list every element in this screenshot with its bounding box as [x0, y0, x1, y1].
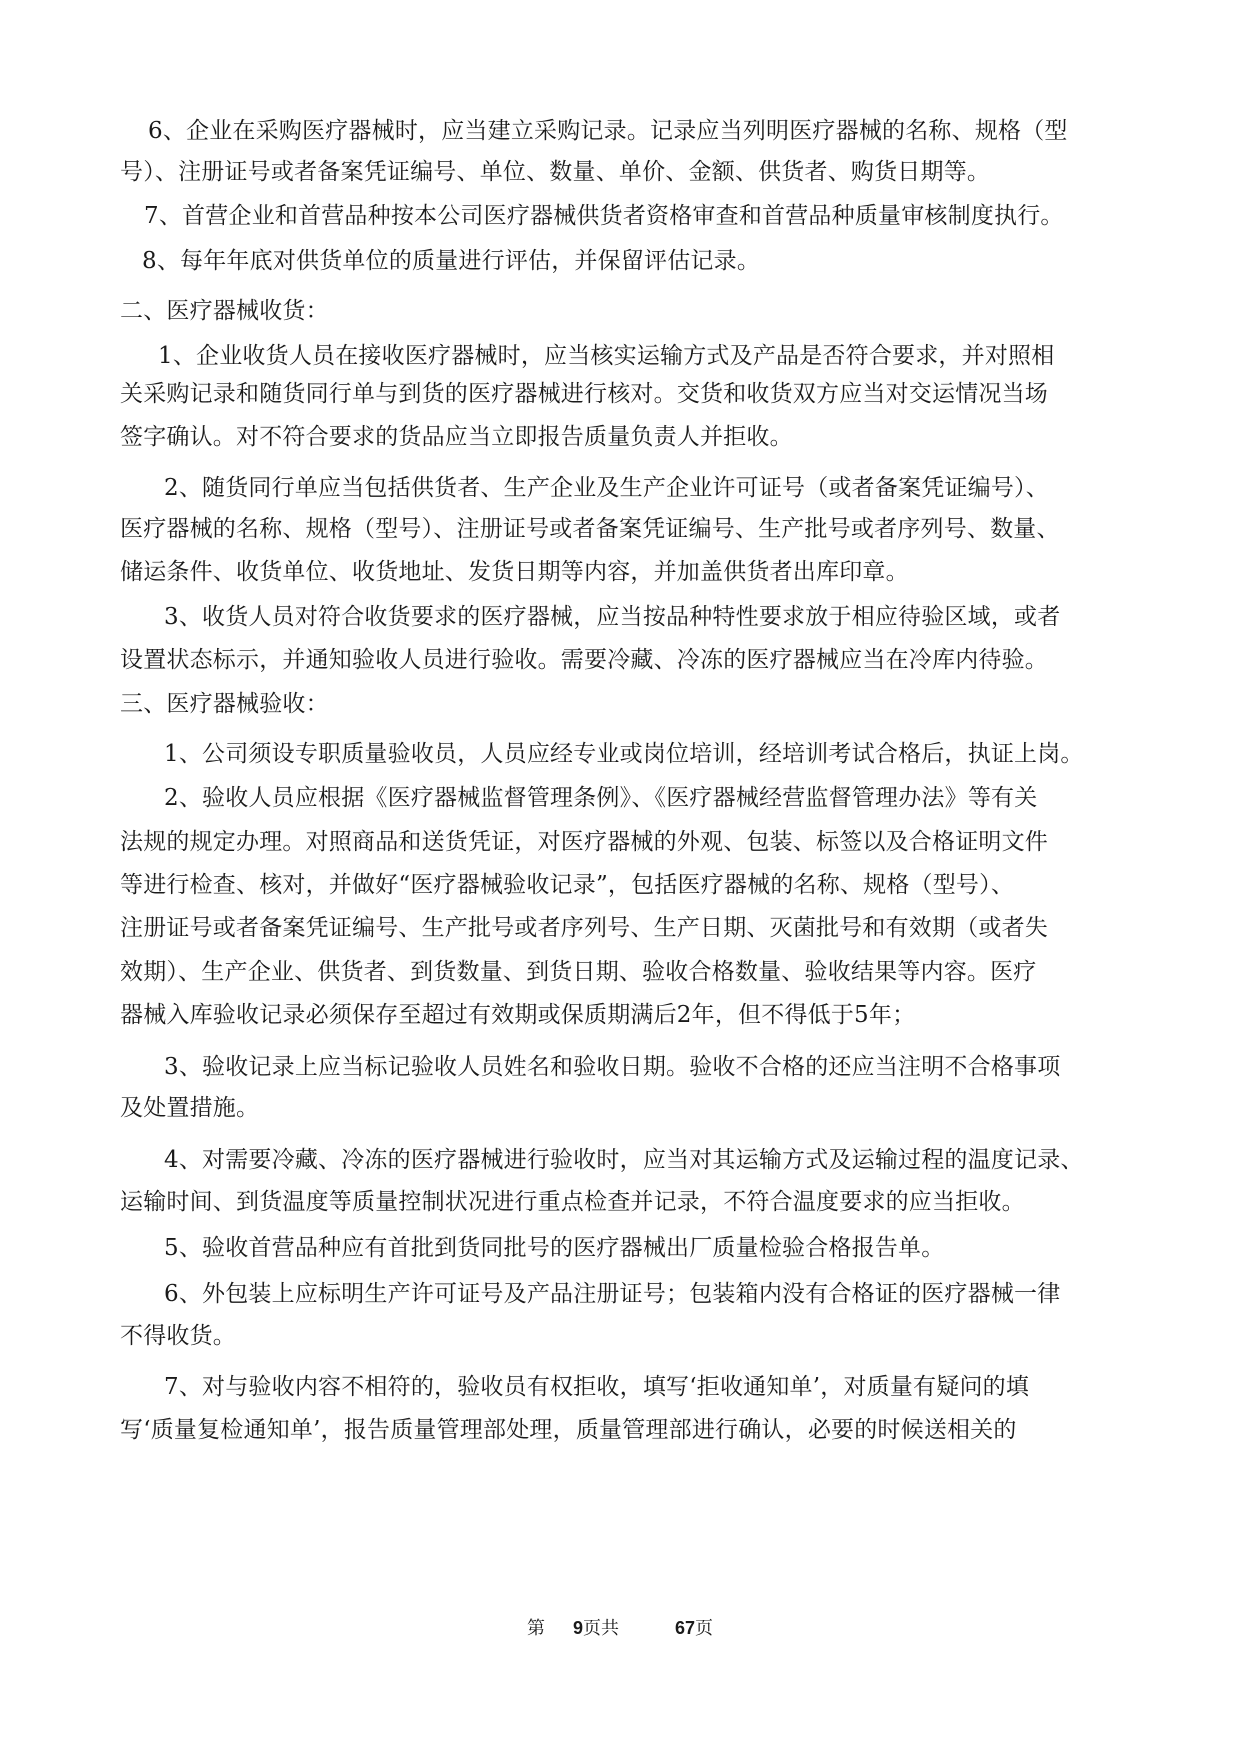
text-line: 号）、注册证号或者备案凭证编号、单位、数量、单价、金额、供货者、购货日期等。: [120, 159, 991, 185]
text-line: 签字确认。对不符合要求的货品应当立即报告质量负责人并拒收。: [120, 424, 793, 450]
text-line: 7、首营企业和首营品种按本公司医疗器械供货者资格审查和首营品种质量审核制度执行。: [144, 203, 1064, 229]
text-line: 关采购记录和随货同行单与到货的医疗器械进行核对。交货和收货双方应当对交运情况当场: [120, 381, 1048, 407]
text-line: 5、验收首营品种应有首批到货同批号的医疗器械出厂质量检验合格报告单。: [164, 1235, 945, 1261]
text-line: 器械入库验收记录必须保存至超过有效期或保质期满后2年，但不得低于5年；: [120, 1002, 916, 1028]
text-line: 法规的规定办理。对照商品和送货凭证，对医疗器械的外观、包装、标签以及合格证明文件: [120, 829, 1048, 855]
text-line: 设置状态标示，并通知验收人员进行验收。需要冷藏、冷冻的医疗器械应当在冷库内待验。: [120, 647, 1048, 673]
text-line: 储运条件、收货单位、收货地址、发货日期等内容，并加盖供货者出库印章。: [120, 559, 909, 585]
text-line: 7、对与验收内容不相符的，验收员有权拒收，填写‘拒收通知单’，对质量有疑问的填: [164, 1374, 1030, 1400]
text-line: 3、验收记录上应当标记验收人员姓名和验收日期。验收不合格的还应当注明不合格事项: [164, 1054, 1061, 1080]
text-line: 效期）、生产企业、供货者、到货数量、到货日期、验收合格数量、验收结果等内容。医疗: [120, 959, 1037, 985]
footer-suffix: 页: [695, 1618, 714, 1639]
text-line: 等进行检查、核对，并做好“医疗器械验收记录”，包括医疗器械的名称、规格（型号）、: [120, 872, 1015, 898]
text-line: 不得收货。: [120, 1323, 236, 1349]
text-line: 及处置措施。: [120, 1095, 260, 1121]
text-line: 写‘质量复检通知单’，报告质量管理部处理，质量管理部进行确认，必要的时候送相关的: [120, 1417, 1017, 1443]
footer-mid: 页共: [582, 1618, 619, 1639]
section-heading: 三、医疗器械验收：: [120, 691, 329, 717]
text-line: 2、验收人员应根据《医疗器械监督管理条例》、《医疗器械经营监督管理办法》等有关: [164, 785, 1038, 811]
section-heading: 二、医疗器械收货：: [120, 298, 329, 324]
page-number: 9: [572, 1618, 583, 1638]
text-line: 6、企业在采购医疗器械时，应当建立采购记录。记录应当列明医疗器械的名称、规格（型: [148, 118, 1068, 144]
text-line: 2、随货同行单应当包括供货者、生产企业及生产企业许可证号（或者备案凭证编号）、: [164, 475, 1049, 501]
text-line: 6、外包装上应标明生产许可证号及产品注册证号；包装箱内没有合格证的医疗器械一律: [164, 1281, 1061, 1307]
text-line: 1、公司须设专职质量验收员，人员应经专业或岗位培训，经培训考试合格后，执证上岗。: [164, 741, 1084, 767]
page-footer: [0, 1614, 1240, 1640]
text-line: 3、收货人员对符合收货要求的医疗器械，应当按品种特性要求放于相应待验区域，或者: [164, 604, 1061, 630]
text-line: 4、对需要冷藏、冷冻的医疗器械进行验收时，应当对其运输方式及运输过程的温度记录、: [164, 1147, 1084, 1173]
text-line: 注册证号或者备案凭证编号、生产批号或者序列号、生产日期、灭菌批号和有效期（或者失: [120, 915, 1048, 941]
text-line: 1、企业收货人员在接收医疗器械时，应当核实运输方式及产品是否符合要求，并对照相: [158, 343, 1055, 369]
page-total: 67: [674, 1618, 696, 1638]
footer-prefix: 第: [526, 1618, 545, 1639]
text-line: 医疗器械的名称、规格（型号）、注册证号或者备案凭证编号、生产批号或者序列号、数量、: [120, 516, 1060, 542]
text-line: 运输时间、到货温度等质量控制状况进行重点检查并记录，不符合温度要求的应当拒收。: [120, 1189, 1025, 1215]
text-line: 8、每年年底对供货单位的质量进行评估，并保留评估记录。: [142, 248, 761, 274]
